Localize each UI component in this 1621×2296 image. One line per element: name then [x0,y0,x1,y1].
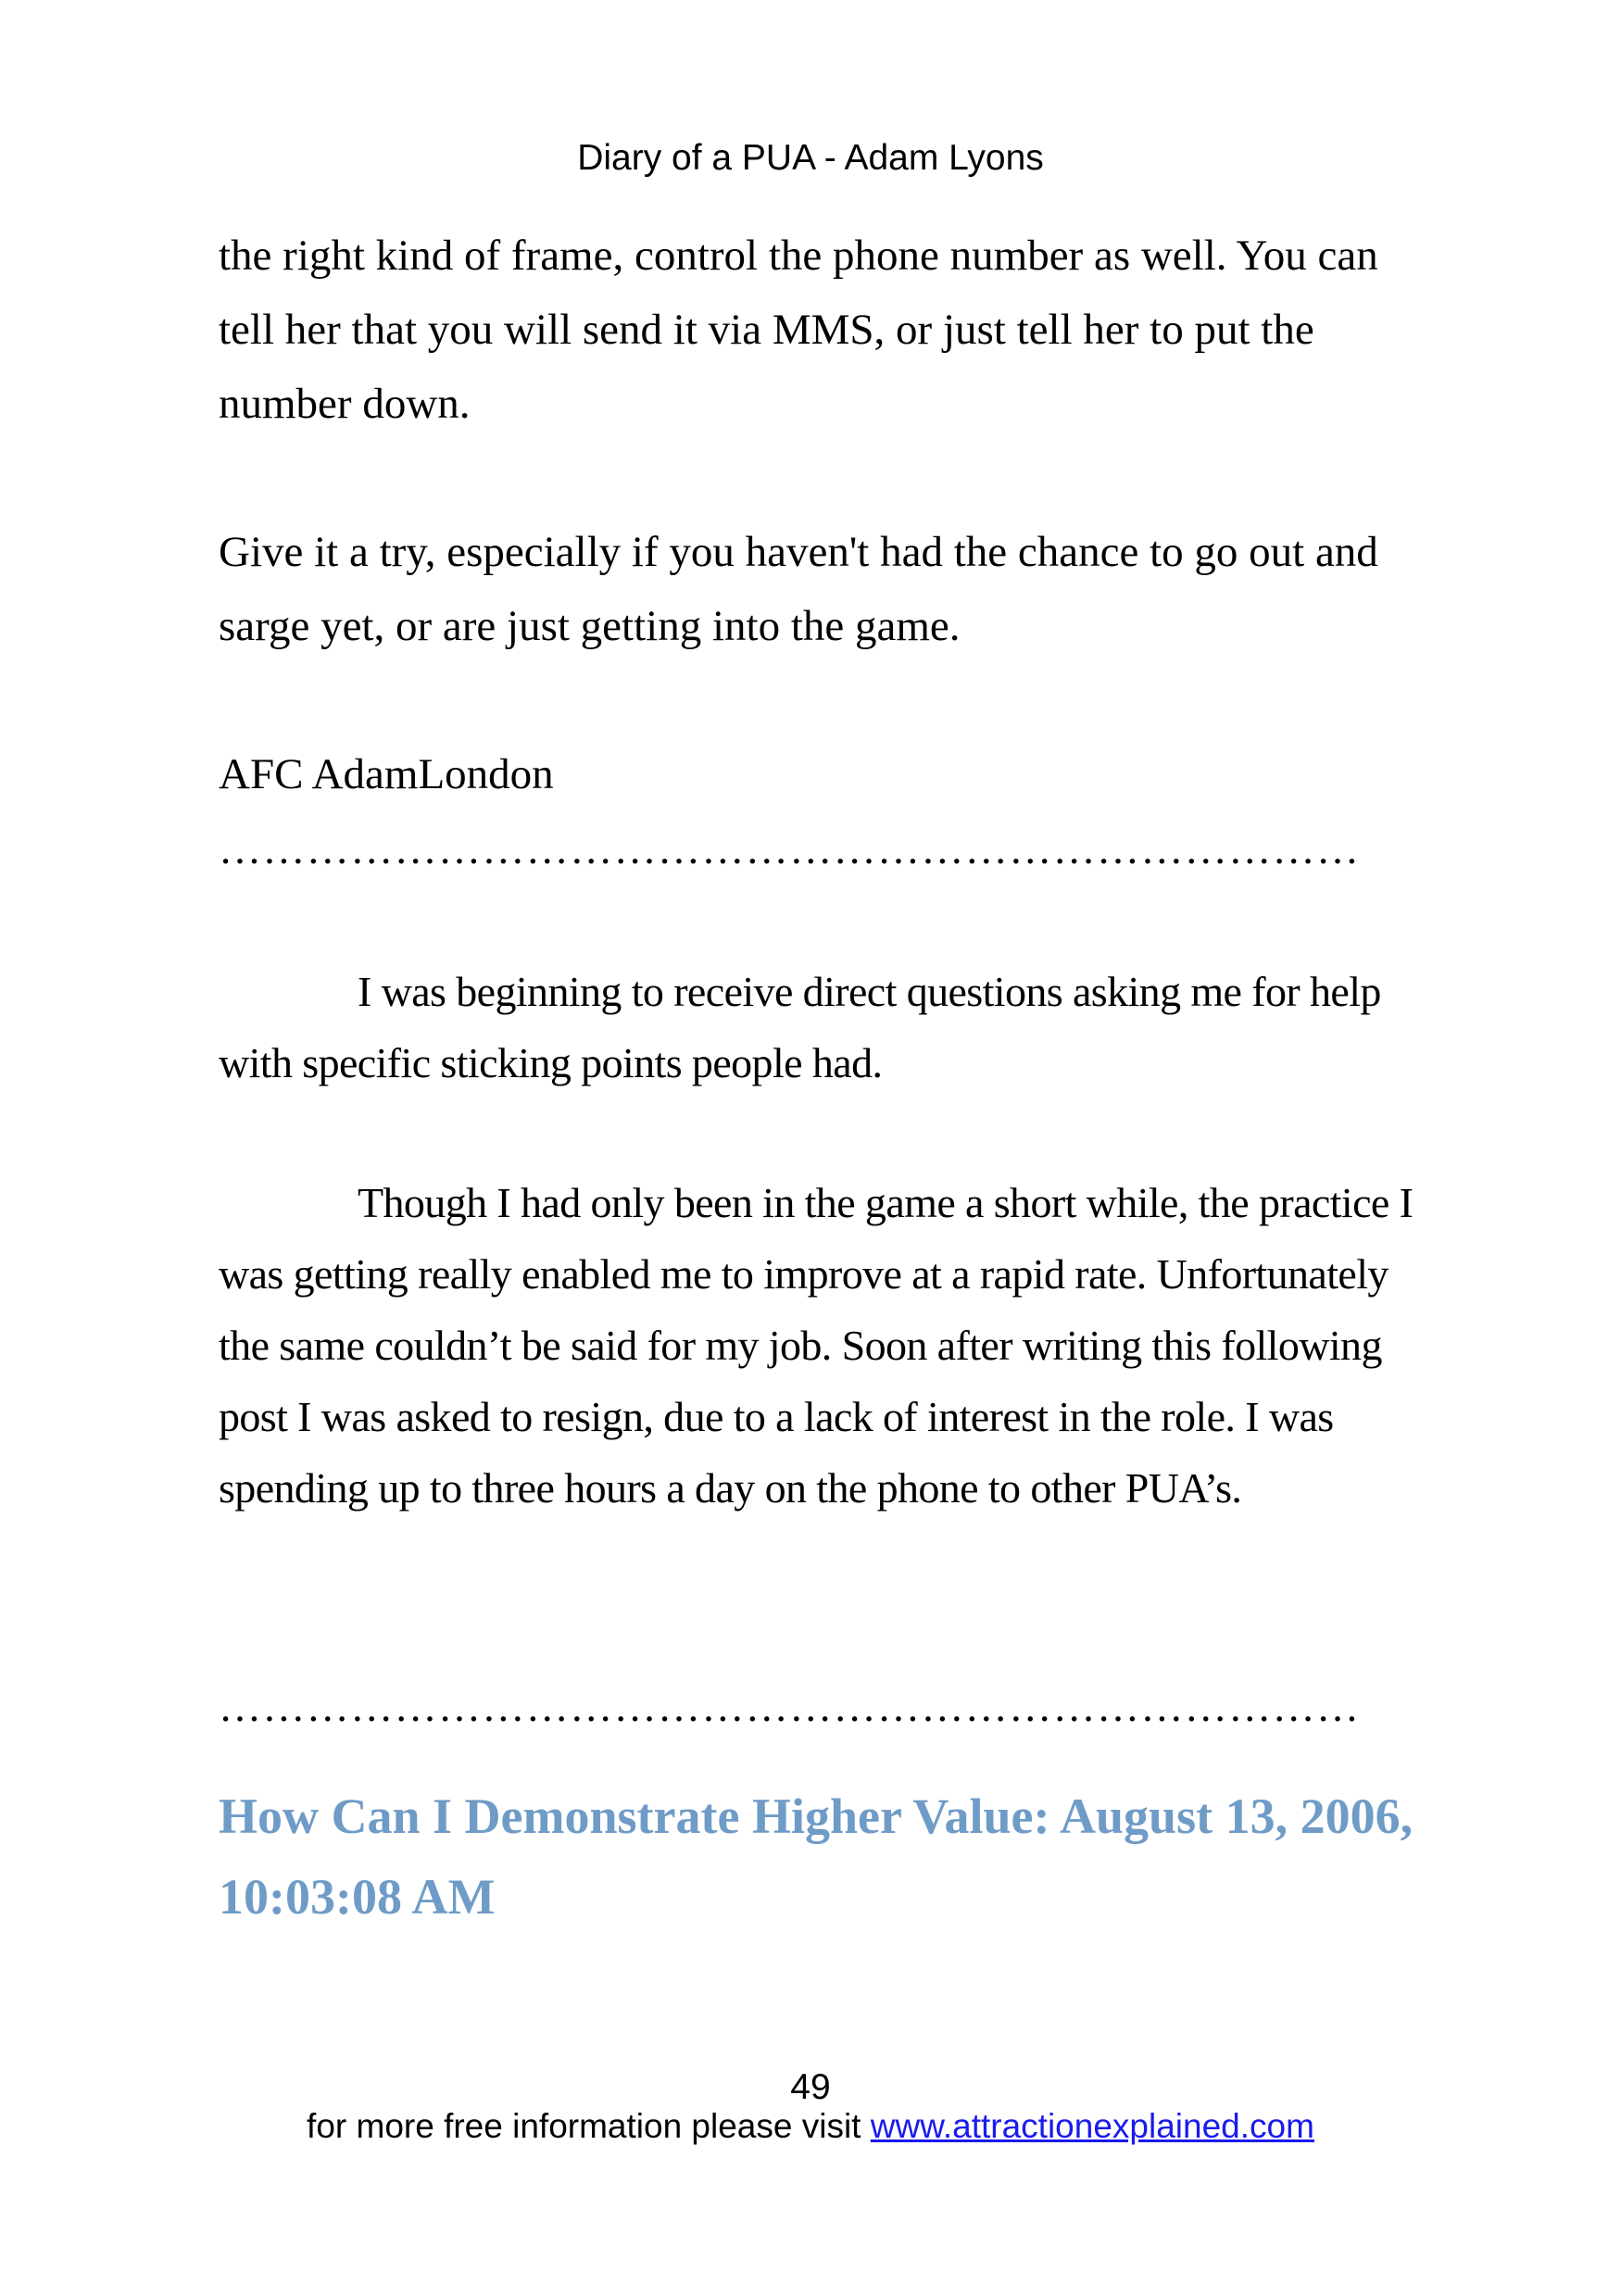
footer [0,2104,1621,2149]
signature-block [219,737,1432,811]
dotted-separator: …………………………………………………………………… [219,826,1361,872]
section-heading-block [219,1776,1432,1938]
dotted-separator-2: …………………………………………………………………… [219,1684,1361,1730]
separator-block-2 [219,1684,1432,1730]
running-header: Diary of a PUA - Adam Lyons [577,138,1044,178]
body-content-3 [219,956,1432,1098]
paragraph-game-and-job: Though I had only been in the game a short while, the practice I was getting really enabled me to improve at a rapid rate. Unfortunately the same couldn’t be said for my job. Soon after writing this following post I was asked to resign, due to a lack of interest in the role. I was spending up to three hours a day on the phone to other PUA’s. [219,1179,1414,1512]
section-title: How Can I Demonstrate Higher Value: August 13, 2006, 10:03:08 AM [219,1788,1414,1925]
page-number: 49 [790,2067,831,2107]
body-content [219,219,1432,441]
footer-link[interactable]: www.attractionexplained.com [870,2107,1314,2145]
paragraph-direct-questions: I was beginning to receive direct questions asking me for help with specific sticking points people had. [219,968,1381,1086]
separator-block-1 [219,826,1432,872]
paragraph-give-it-a-try: Give it a try, especially if you haven't had the chance to go out and sarge yet, or are just getting into the game. [219,528,1378,650]
paragraph-phone-number: the right kind of frame, control the phone number as well. You can tell her that you will send it via MMS, or just tell her to put the number down. [219,232,1378,428]
signature: AFC AdamLondon [219,750,554,798]
footer-text: for more free information please visit [307,2107,871,2145]
body-content-2 [219,515,1432,663]
body-content-4 [219,1167,1432,1524]
